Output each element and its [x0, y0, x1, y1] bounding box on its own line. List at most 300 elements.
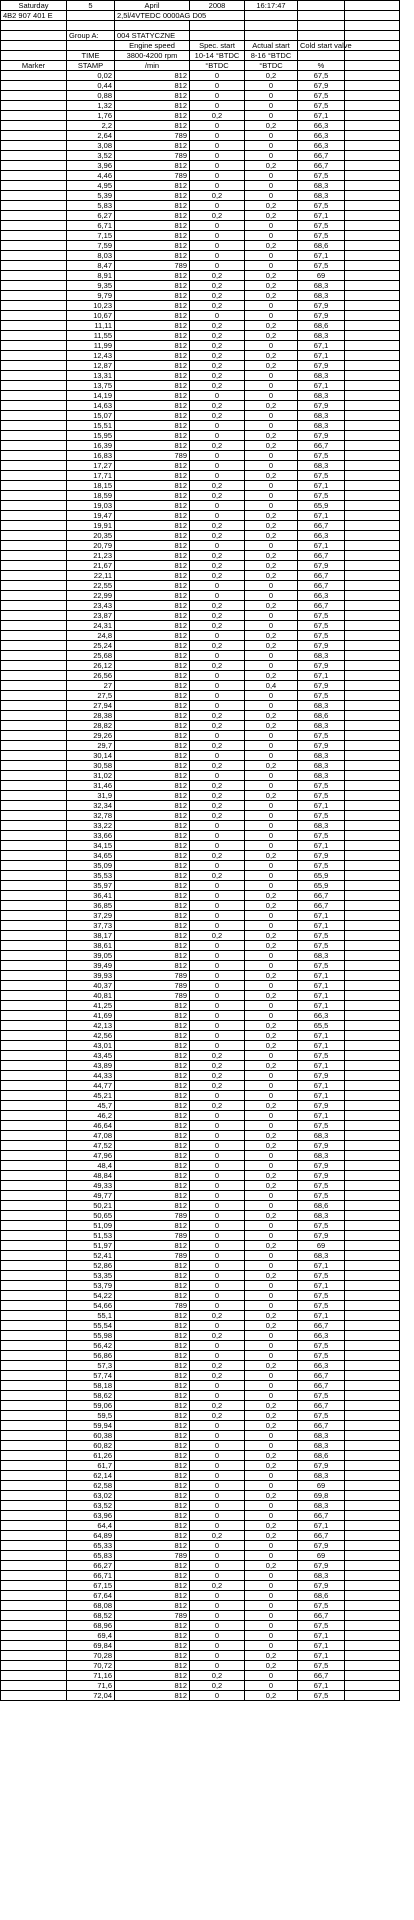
engine-speed-cell: 812 — [115, 601, 190, 611]
actual-start-cell: 0 — [245, 1111, 298, 1121]
actual-start-cell: 0,2 — [245, 1311, 298, 1321]
marker-cell — [1, 1051, 67, 1061]
table-row — [1, 1591, 400, 1601]
column-header-cell: TIME — [67, 51, 115, 61]
actual-start-cell: 0 — [245, 1011, 298, 1021]
table-row — [1, 471, 400, 481]
engine-speed-cell: 812 — [115, 361, 190, 371]
empty-cell — [345, 531, 400, 541]
cold-start-valve-cell: 67,5 — [298, 811, 345, 821]
empty-cell — [345, 41, 400, 51]
empty-cell — [345, 351, 400, 361]
empty-cell — [345, 561, 400, 571]
engine-speed-cell: 812 — [115, 1121, 190, 1131]
empty-cell — [345, 1011, 400, 1021]
spec-start-cell: 0 — [190, 581, 245, 591]
empty-cell — [345, 1491, 400, 1501]
marker-cell — [1, 1091, 67, 1101]
marker-cell — [1, 321, 67, 331]
spec-start-cell: 0 — [190, 451, 245, 461]
spec-start-cell: 0,2 — [190, 481, 245, 491]
empty-cell — [345, 1691, 400, 1701]
column-header-cell — [298, 51, 345, 61]
engine-speed-cell: 812 — [115, 1171, 190, 1181]
empty-cell — [345, 1191, 400, 1201]
actual-start-cell: 0,2 — [245, 601, 298, 611]
engine-speed-cell: 812 — [115, 81, 190, 91]
engine-speed-cell: 812 — [115, 1071, 190, 1081]
time-stamp-cell: 23,87 — [67, 611, 115, 621]
time-stamp-cell: 31,46 — [67, 781, 115, 791]
cold-start-valve-cell: 67,1 — [298, 801, 345, 811]
engine-speed-cell: 812 — [115, 371, 190, 381]
actual-start-cell: 0,2 — [245, 721, 298, 731]
time-stamp-cell: 58,62 — [67, 1391, 115, 1401]
engine-speed-cell: 812 — [115, 721, 190, 731]
spec-start-cell: 0,2 — [190, 621, 245, 631]
cold-start-valve-cell: 67,9 — [298, 301, 345, 311]
actual-start-cell: 0 — [245, 1201, 298, 1211]
actual-start-cell: 0,2 — [245, 1021, 298, 1031]
table-row — [1, 1661, 400, 1671]
empty-cell — [345, 891, 400, 901]
empty-cell — [345, 731, 400, 741]
table-row — [1, 851, 400, 861]
empty-cell — [345, 441, 400, 451]
table-row — [1, 1601, 400, 1611]
empty-cell — [345, 1341, 400, 1351]
marker-cell — [1, 1611, 67, 1621]
marker-cell — [1, 1191, 67, 1201]
actual-start-cell: 0 — [245, 261, 298, 271]
spec-start-cell: 0 — [190, 1121, 245, 1131]
empty-cell — [345, 1021, 400, 1031]
table-row — [1, 421, 400, 431]
empty-cell — [345, 491, 400, 501]
table-row — [1, 1251, 400, 1261]
weekday-cell: Saturday — [1, 1, 67, 11]
actual-start-cell: 0 — [245, 191, 298, 201]
marker-cell — [1, 1121, 67, 1131]
time-stamp-cell: 8,03 — [67, 251, 115, 261]
engine-speed-cell: 789 — [115, 1611, 190, 1621]
actual-start-cell: 0 — [245, 1601, 298, 1611]
spec-start-cell: 0 — [190, 1171, 245, 1181]
engine-speed-cell: 812 — [115, 181, 190, 191]
empty-cell — [345, 961, 400, 971]
empty-cell — [345, 1401, 400, 1411]
engine-speed-cell: 812 — [115, 1451, 190, 1461]
empty-cell — [345, 951, 400, 961]
spec-start-cell: 0 — [190, 911, 245, 921]
empty-cell — [345, 941, 400, 951]
spec-start-cell: 0,2 — [190, 1331, 245, 1341]
empty-cell — [345, 1231, 400, 1241]
table-row — [1, 461, 400, 471]
marker-cell — [1, 661, 67, 671]
spec-start-cell: 0 — [190, 1421, 245, 1431]
actual-start-cell: 0,2 — [245, 441, 298, 451]
empty-cell — [345, 691, 400, 701]
spec-start-cell: 0 — [190, 501, 245, 511]
time-stamp-cell: 37,29 — [67, 911, 115, 921]
empty-cell — [345, 621, 400, 631]
table-row — [1, 211, 400, 221]
empty-cell — [345, 321, 400, 331]
cold-start-valve-cell: 68,3 — [298, 1501, 345, 1511]
time-stamp-cell: 57,74 — [67, 1371, 115, 1381]
spec-start-cell: 0 — [190, 821, 245, 831]
cold-start-valve-cell: 66,7 — [298, 1421, 345, 1431]
engine-speed-cell: 812 — [115, 1471, 190, 1481]
empty-cell — [345, 1631, 400, 1641]
marker-cell — [1, 971, 67, 981]
time-stamp-cell: 55,98 — [67, 1331, 115, 1341]
marker-cell — [1, 881, 67, 891]
table-row — [1, 251, 400, 261]
empty-cell — [345, 421, 400, 431]
actual-start-cell: 0 — [245, 1391, 298, 1401]
spec-start-cell: 0 — [190, 1001, 245, 1011]
spec-start-cell: 0,2 — [190, 1081, 245, 1091]
marker-cell — [1, 601, 67, 611]
actual-start-cell: 0 — [245, 1641, 298, 1651]
table-row — [1, 1401, 400, 1411]
cold-start-valve-cell: 67,1 — [298, 1031, 345, 1041]
marker-cell — [1, 431, 67, 441]
marker-cell — [1, 471, 67, 481]
actual-start-cell: 0 — [245, 1581, 298, 1591]
spec-start-cell: 0,2 — [190, 791, 245, 801]
empty-cell — [345, 581, 400, 591]
marker-cell — [1, 521, 67, 531]
actual-start-cell: 0 — [245, 961, 298, 971]
actual-start-cell: 0,2 — [245, 891, 298, 901]
actual-start-cell: 0 — [245, 1541, 298, 1551]
column-header-cell: /min — [115, 61, 190, 71]
actual-start-cell: 0 — [245, 1351, 298, 1361]
header-row-blank — [1, 21, 400, 31]
marker-cell — [1, 1291, 67, 1301]
spec-start-cell: 0 — [190, 1471, 245, 1481]
cold-start-valve-cell: 68,6 — [298, 1451, 345, 1461]
table-row — [1, 491, 400, 501]
spec-start-cell: 0 — [190, 1321, 245, 1331]
time-stamp-cell: 26,56 — [67, 671, 115, 681]
table-row — [1, 1531, 400, 1541]
time-stamp-cell: 38,17 — [67, 931, 115, 941]
cold-start-valve-cell: 68,6 — [298, 241, 345, 251]
engine-speed-cell: 812 — [115, 831, 190, 841]
cold-start-valve-cell: 65,5 — [298, 1021, 345, 1031]
empty-cell — [345, 591, 400, 601]
marker-cell — [1, 671, 67, 681]
empty-cell — [345, 401, 400, 411]
time-stamp-cell: 19,47 — [67, 511, 115, 521]
spec-start-cell: 0 — [190, 431, 245, 441]
empty-cell — [345, 1311, 400, 1321]
marker-cell — [1, 1171, 67, 1181]
actual-start-cell: 0,2 — [245, 1211, 298, 1221]
spec-start-cell: 0 — [190, 1661, 245, 1671]
table-row — [1, 321, 400, 331]
engine-speed-cell: 812 — [115, 1391, 190, 1401]
time-stamp-cell: 50,21 — [67, 1201, 115, 1211]
empty-cell — [345, 1681, 400, 1691]
time-stamp-cell: 68,08 — [67, 1601, 115, 1611]
spec-start-cell: 0,2 — [190, 611, 245, 621]
actual-start-cell: 0,2 — [245, 1411, 298, 1421]
time-stamp-cell: 17,27 — [67, 461, 115, 471]
table-row — [1, 981, 400, 991]
cold-start-valve-cell: 67,5 — [298, 1661, 345, 1671]
marker-cell — [1, 331, 67, 341]
marker-cell — [1, 361, 67, 371]
engine-speed-cell: 812 — [115, 471, 190, 481]
actual-start-cell: 0,2 — [245, 1691, 298, 1701]
cold-start-valve-cell: 66,7 — [298, 601, 345, 611]
table-row — [1, 1411, 400, 1421]
actual-start-cell: 0 — [245, 1081, 298, 1091]
column-header-row — [1, 51, 400, 61]
empty-cell — [345, 1071, 400, 1081]
marker-cell — [1, 1281, 67, 1291]
spec-start-cell: 0 — [190, 1611, 245, 1621]
table-row — [1, 91, 400, 101]
table-row — [1, 501, 400, 511]
spec-start-cell: 0 — [190, 861, 245, 871]
actual-start-cell: 0 — [245, 251, 298, 261]
actual-start-cell: 0,2 — [245, 121, 298, 131]
time-stamp-cell: 17,71 — [67, 471, 115, 481]
spec-start-cell: 0 — [190, 541, 245, 551]
time-stamp-cell: 5,83 — [67, 201, 115, 211]
spec-start-cell: 0,2 — [190, 1061, 245, 1071]
table-row — [1, 181, 400, 191]
spec-start-cell: 0 — [190, 1501, 245, 1511]
marker-cell — [1, 851, 67, 861]
marker-cell — [1, 641, 67, 651]
engine-speed-cell: 812 — [115, 1601, 190, 1611]
actual-start-cell: 0 — [245, 1621, 298, 1631]
cold-start-valve-cell: 67,5 — [298, 231, 345, 241]
actual-start-cell: 0 — [245, 131, 298, 141]
marker-cell — [1, 1401, 67, 1411]
spec-start-cell: 0,2 — [190, 1581, 245, 1591]
spec-start-cell: 0 — [190, 201, 245, 211]
actual-start-cell: 0,2 — [245, 551, 298, 561]
spec-start-cell: 0 — [190, 921, 245, 931]
table-row — [1, 81, 400, 91]
spec-start-cell: 0 — [190, 1451, 245, 1461]
actual-start-cell: 0,2 — [245, 971, 298, 981]
engine-speed-cell: 812 — [115, 611, 190, 621]
marker-cell — [1, 651, 67, 661]
engine-speed-cell: 789 — [115, 1231, 190, 1241]
marker-cell — [1, 581, 67, 591]
cold-start-valve-cell: 67,9 — [298, 1461, 345, 1471]
actual-start-cell: 0 — [245, 911, 298, 921]
cold-start-valve-cell: 67,1 — [298, 511, 345, 521]
time-stamp-cell: 54,66 — [67, 1301, 115, 1311]
cold-start-valve-cell: 68,6 — [298, 1591, 345, 1601]
marker-cell — [1, 1271, 67, 1281]
engine-speed-cell: 812 — [115, 881, 190, 891]
spec-start-cell: 0,2 — [190, 111, 245, 121]
column-header-cell: Engine speed — [115, 41, 190, 51]
actual-start-cell: 0 — [245, 1301, 298, 1311]
marker-cell — [1, 771, 67, 781]
actual-start-cell: 0,2 — [245, 1031, 298, 1041]
engine-speed-cell: 812 — [115, 781, 190, 791]
empty-cell — [345, 1531, 400, 1541]
marker-cell — [1, 691, 67, 701]
empty-cell — [345, 1411, 400, 1421]
marker-cell — [1, 1691, 67, 1701]
spec-start-cell: 0 — [190, 1541, 245, 1551]
empty-cell — [345, 11, 400, 21]
spec-start-cell: 0 — [190, 1341, 245, 1351]
spec-start-cell: 0,2 — [190, 1671, 245, 1681]
marker-cell — [1, 251, 67, 261]
engine-speed-cell: 812 — [115, 111, 190, 121]
actual-start-cell: 0 — [245, 1441, 298, 1451]
actual-start-cell: 0 — [245, 341, 298, 351]
engine-speed-cell: 812 — [115, 1381, 190, 1391]
cold-start-valve-cell: 67,5 — [298, 1601, 345, 1611]
marker-cell — [1, 501, 67, 511]
cold-start-valve-cell: 66,3 — [298, 1361, 345, 1371]
actual-start-cell: 0 — [245, 1191, 298, 1201]
spec-start-cell: 0 — [190, 1431, 245, 1441]
empty-cell — [345, 751, 400, 761]
time-stamp-cell: 9,79 — [67, 291, 115, 301]
empty-cell — [345, 1521, 400, 1531]
column-header-cell — [1, 51, 67, 61]
spec-start-cell: 0,2 — [190, 741, 245, 751]
empty-cell — [190, 21, 245, 31]
actual-start-cell: 0,2 — [245, 931, 298, 941]
engine-speed-cell: 812 — [115, 1191, 190, 1201]
engine-speed-cell: 812 — [115, 1441, 190, 1451]
table-row — [1, 1121, 400, 1131]
engine-speed-cell: 789 — [115, 971, 190, 981]
engine-speed-cell: 812 — [115, 431, 190, 441]
cold-start-valve-cell: 67,1 — [298, 1651, 345, 1661]
actual-start-cell: 0,2 — [245, 941, 298, 951]
empty-cell — [345, 521, 400, 531]
cold-start-valve-cell: 66,3 — [298, 121, 345, 131]
empty-cell — [345, 1031, 400, 1041]
engine-speed-cell: 812 — [115, 1081, 190, 1091]
marker-cell — [1, 1471, 67, 1481]
engine-speed-cell: 812 — [115, 511, 190, 521]
actual-start-cell: 0 — [245, 1571, 298, 1581]
actual-start-cell: 0 — [245, 731, 298, 741]
table-row — [1, 1431, 400, 1441]
time-stamp-cell: 3,52 — [67, 151, 115, 161]
marker-cell — [1, 491, 67, 501]
actual-start-cell: 0 — [245, 841, 298, 851]
time-stamp-cell: 49,77 — [67, 1191, 115, 1201]
engine-speed-cell: 789 — [115, 1211, 190, 1221]
actual-start-cell: 0 — [245, 981, 298, 991]
time-stamp-cell: 53,79 — [67, 1281, 115, 1291]
spec-start-cell: 0,2 — [190, 1311, 245, 1321]
time-stamp-cell: 3,08 — [67, 141, 115, 151]
marker-cell — [1, 1021, 67, 1031]
spec-start-cell: 0,2 — [190, 1051, 245, 1061]
time-stamp-cell: 10,67 — [67, 311, 115, 321]
actual-start-cell: 0,2 — [245, 1561, 298, 1571]
time-stamp-cell: 23,43 — [67, 601, 115, 611]
marker-cell — [1, 211, 67, 221]
empty-cell — [345, 1551, 400, 1561]
engine-speed-cell: 812 — [115, 1671, 190, 1681]
cold-start-valve-cell: 66,7 — [298, 1321, 345, 1331]
table-row — [1, 171, 400, 181]
time-stamp-cell: 15,07 — [67, 411, 115, 421]
actual-start-cell: 0 — [245, 881, 298, 891]
spec-start-cell: 0 — [190, 771, 245, 781]
cold-start-valve-cell: 66,7 — [298, 1511, 345, 1521]
cold-start-valve-cell: 67,5 — [298, 491, 345, 501]
spec-start-cell: 0,2 — [190, 371, 245, 381]
actual-start-cell: 0,2 — [245, 291, 298, 301]
time-stamp-cell: 39,93 — [67, 971, 115, 981]
empty-cell — [345, 1131, 400, 1141]
table-row — [1, 651, 400, 661]
marker-cell — [1, 801, 67, 811]
marker-cell — [1, 1531, 67, 1541]
table-row — [1, 1291, 400, 1301]
table-row — [1, 931, 400, 941]
empty-cell — [345, 371, 400, 381]
actual-start-cell: 0 — [245, 581, 298, 591]
engine-speed-cell: 812 — [115, 751, 190, 761]
spec-start-cell: 0 — [190, 681, 245, 691]
table-row — [1, 1321, 400, 1331]
table-row — [1, 291, 400, 301]
time-stamp-cell: 19,91 — [67, 521, 115, 531]
time-stamp-cell: 12,43 — [67, 351, 115, 361]
table-row — [1, 241, 400, 251]
empty-cell — [345, 461, 400, 471]
engine-speed-cell: 812 — [115, 661, 190, 671]
time-stamp-cell: 24,8 — [67, 631, 115, 641]
table-row — [1, 1521, 400, 1531]
engine-speed-cell: 812 — [115, 521, 190, 531]
time-stamp-cell: 4,95 — [67, 181, 115, 191]
table-row — [1, 951, 400, 961]
table-row — [1, 791, 400, 801]
spec-start-cell: 0 — [190, 701, 245, 711]
spec-start-cell: 0 — [190, 251, 245, 261]
empty-cell — [345, 1651, 400, 1661]
engine-speed-cell: 812 — [115, 791, 190, 801]
actual-start-cell: 0,2 — [245, 1531, 298, 1541]
actual-start-cell: 0,2 — [245, 1661, 298, 1671]
engine-speed-cell: 812 — [115, 1541, 190, 1551]
marker-cell — [1, 231, 67, 241]
cold-start-valve-cell: 67,9 — [298, 401, 345, 411]
spec-start-cell: 0 — [190, 151, 245, 161]
cold-start-valve-cell: 68,6 — [298, 1201, 345, 1211]
actual-start-cell: 0 — [245, 221, 298, 231]
engine-speed-cell: 812 — [115, 1431, 190, 1441]
time-stamp-cell: 61,26 — [67, 1451, 115, 1461]
actual-start-cell: 0 — [245, 951, 298, 961]
